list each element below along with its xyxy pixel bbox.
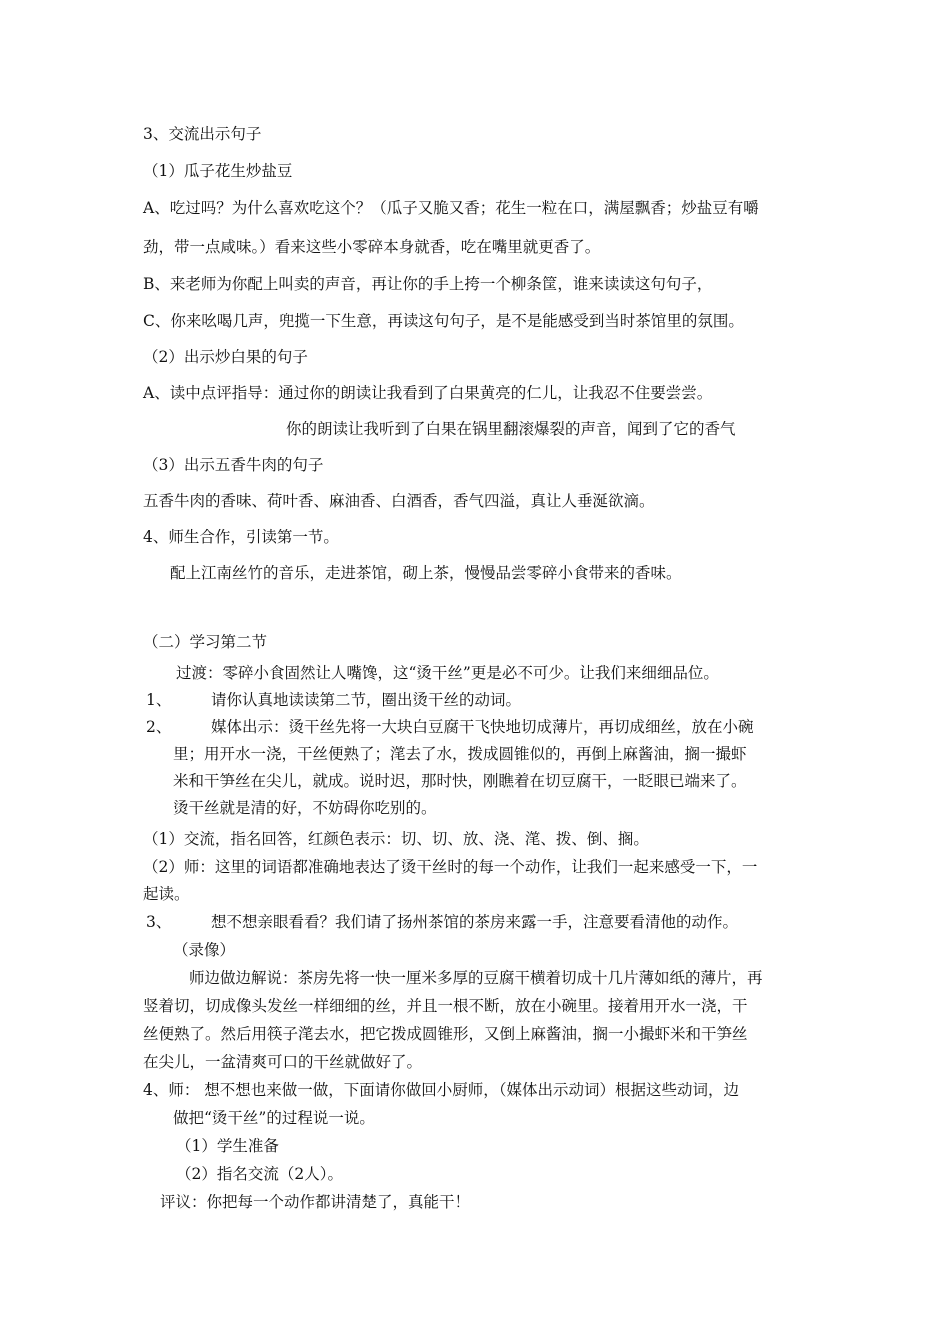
heading-4: 4、师生合作，引读第一节。	[143, 528, 339, 546]
video-note: （录像）	[173, 941, 236, 959]
paragraph-beef: 五香牛肉的香味、荷叶香、麻油香、白酒香，香气四溢，真让人垂涎欲滴。	[143, 492, 655, 510]
sub-item-2-line-1: （2）师：这里的词语都准确地表达了烫干丝时的每一个动作，让我们一起来感受一下，一	[143, 858, 758, 876]
item-2-text-line-3: 米和干笋丝在尖儿，就成。说时迟，那时快，刚瞧着在切豆腐干，一眨眼已端来了。	[173, 772, 747, 790]
item-2-number: 2、	[146, 718, 172, 736]
narration-line-1: 师边做边解说：茶房先将一快一厘米多厚的豆腐干横着切成十几片薄如纸的薄片，再	[189, 969, 763, 987]
sub-item-2-line-2: 起读。	[143, 885, 190, 903]
sub-heading-1: （1）瓜子花生炒盐豆	[143, 162, 293, 180]
paragraph-b: B、来老师为你配上叫卖的声音，再让你的手上挎一个柳条筐，谁来读读这句句子，	[143, 275, 713, 293]
paragraph-a-line-1: A、吃过吗？为什么喜欢吃这个？（瓜子又脆又香；花生一粒在口，满屋飘香；炒盐豆有嚼	[143, 199, 759, 217]
item-1-number: 1、	[146, 691, 172, 709]
item-1-text: 请你认真地读读第二节，圈出烫干丝的动词。	[211, 691, 522, 709]
paragraph-a-line-2: 劲，带一点咸味。）看来这些小零碎本身就香，吃在嘴里就更香了。	[143, 238, 601, 256]
section-two-heading: （二）学习第二节	[143, 633, 268, 651]
item-4-sub-1: （1）学生准备	[176, 1137, 279, 1155]
heading-3: 3、交流出示句子	[143, 125, 262, 143]
paragraph-a-guide: A、读中点评指导：通过你的朗读让我看到了白果黄亮的仁儿，让我忍不住要尝尝。	[143, 384, 713, 402]
item-3-text: 想不想亲眼看看？我们请了扬州茶馆的茶房来露一手，注意要看清他的动作。	[211, 913, 739, 931]
narration-line-4: 在尖儿，一盆清爽可口的干丝就做好了。	[143, 1053, 423, 1071]
evaluation-line: 评议：你把每一个动作都讲清楚了，真能干！	[160, 1193, 471, 1211]
item-2-text-line-2: 里；用开水一浇，干丝便熟了；滗去了水，拨成圆锥似的，再倒上麻酱油，搁一撮虾	[173, 745, 747, 763]
paragraph-c: C、你来吆喝几声，兜揽一下生意，再读这句句子，是不是能感受到当时茶馆里的氛围。	[143, 312, 744, 330]
item-3-number: 3、	[146, 913, 172, 931]
item-2-text-line-1: 媒体出示：烫干丝先将一大块白豆腐干飞快地切成薄片，再切成细丝，放在小碗	[211, 718, 754, 736]
paragraph-a-guide-cont: 你的朗读让我听到了白果在锅里翻滚爆裂的声音，闻到了它的香气	[286, 420, 736, 438]
transition-line: 过渡：零碎小食固然让人嘴馋，这“烫干丝”更是必不可少。让我们来细细品位。	[176, 664, 719, 682]
sub-heading-3: （3）出示五香牛肉的句子	[143, 456, 324, 474]
item-2-text-line-4: 烫干丝就是清的好，不妨碍你吃别的。	[173, 799, 437, 817]
item-4-line-2: 做把“烫干丝”的过程说一说。	[173, 1109, 375, 1127]
sub-heading-2: （2）出示炒白果的句子	[143, 348, 308, 366]
item-4-sub-2: （2）指名交流（2人）。	[176, 1165, 343, 1183]
paragraph-music: 配上江南丝竹的音乐，走进茶馆，砌上茶，慢慢品尝零碎小食带来的香味。	[170, 564, 682, 582]
narration-line-2: 竖着切，切成像头发丝一样细细的丝，并且一根不断，放在小碗里。接着用开水一浇，干	[143, 997, 748, 1015]
narration-line-3: 丝便熟了。然后用筷子滗去水，把它拨成圆锥形，又倒上麻酱油，搁一小撮虾米和干笋丝	[143, 1025, 748, 1043]
sub-item-1: （1）交流，指名回答，红颜色表示：切、切、放、浇、滗、拨、倒、搁。	[143, 830, 649, 848]
item-4-line-1: 4、师： 想不想也来做一做，下面请你做回小厨师，（媒体出示动词）根据这些动词，边	[143, 1081, 740, 1099]
